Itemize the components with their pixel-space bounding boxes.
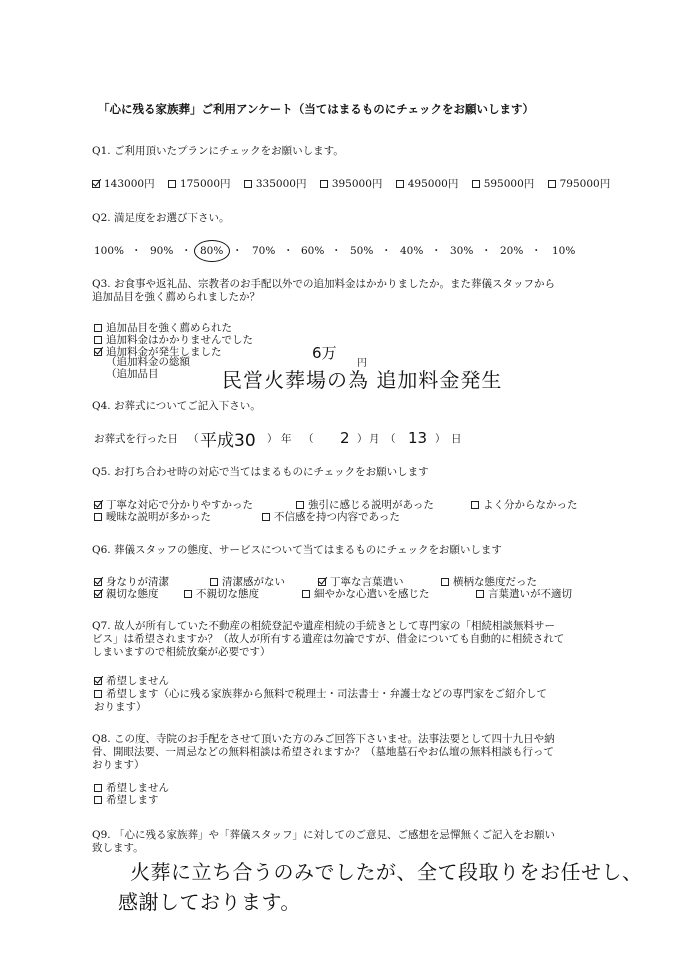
survey-title: 「心に残る家族葬」ご利用アンケート（当てはまるものにチェックをお願いします） [98, 102, 534, 116]
q6-option-6[interactable]: 不親切な態度 [184, 588, 259, 601]
q3-items-label: （追加品目 [106, 368, 159, 380]
q4-month-label: 月 [369, 433, 380, 445]
q2-option-100[interactable]: 100% [94, 245, 125, 257]
q5-option-3[interactable]: よく分からなかった [471, 499, 578, 512]
checkbox-icon[interactable] [184, 590, 192, 598]
q5-option-4[interactable]: 曖昧な説明が多かった [94, 511, 211, 524]
checkbox-checked-icon[interactable] [94, 590, 102, 598]
checkbox-checked-icon[interactable] [318, 578, 326, 586]
separator-dot: ・ [531, 245, 542, 257]
q4-date-label: お葬式を行った日 [94, 433, 178, 445]
q4-day-label: 日 [451, 433, 462, 445]
q3-question-line2: 追加品目を強く薦められましたか？ [92, 291, 260, 303]
checkbox-icon[interactable] [94, 513, 102, 521]
q7-question-line3: しまいますので相続放棄が必要です） [92, 646, 271, 658]
checkbox-checked-icon[interactable] [94, 501, 102, 509]
q1-option-5[interactable]: 495000円 [396, 178, 459, 191]
q8-option-1[interactable]: 希望しません [94, 782, 169, 795]
separator-dot: ・ [181, 245, 192, 257]
separator-dot: ・ [331, 245, 342, 257]
q7-option-2[interactable]: 希望します（心に残る家族葬から無料で税理士・司法書士・弁護士などの専門家をご紹介して [94, 688, 547, 701]
q2-option-20[interactable]: 20% [500, 245, 524, 257]
q6-option-8[interactable]: 言葉遣いが不適切 [476, 588, 572, 601]
q9-handwritten-line1[interactable]: 火葬に立ち合うのみでしたが、全て段取りをお任せし、 [130, 860, 643, 884]
checkbox-icon[interactable] [94, 784, 102, 792]
q3-handwritten-items: 民営火葬場の為 追加料金発生 [222, 368, 503, 392]
q6-option-7[interactable]: 細やかな心遣いを感じた [302, 588, 430, 601]
q5-question: Q5. お打ち合わせ時の対応で当てはまるものにチェックをお願いします [92, 466, 429, 478]
q5-option-1[interactable]: 丁寧な対応で分かりやすかった [94, 499, 253, 512]
q7-option-1[interactable]: 希望しません [94, 675, 169, 688]
q6-option-4[interactable]: 横柄な態度だった [441, 576, 537, 589]
q8-question-line1: Q8. この度、寺院のお手配をさせて頂いた方のみご回答下さいませ。法事法要として四十九日や納 [92, 733, 555, 745]
q2-option-40[interactable]: 40% [400, 245, 424, 257]
q1-option-7[interactable]: 795000円 [548, 178, 611, 191]
checkbox-checked-icon[interactable] [94, 677, 102, 685]
q7-question-line1: Q7. 故人が所有していた不動産の相続登記や遺産相続の手続きとして専門家の「相続相談無料サー [92, 620, 555, 632]
q1-option-6[interactable]: 595000円 [472, 178, 535, 191]
q1-option-1[interactable]: 143000円 [92, 178, 155, 191]
checkbox-icon[interactable] [262, 513, 270, 521]
paren-open: （ [385, 433, 396, 445]
q2-option-90[interactable]: 90% [150, 245, 174, 257]
q2-option-30[interactable]: 30% [450, 245, 474, 257]
checkbox-checked-icon[interactable] [94, 578, 102, 586]
q7-option-2-line2: おります） [94, 701, 147, 713]
checkbox-icon[interactable] [244, 180, 252, 188]
q9-handwritten-line2[interactable]: 感謝しております。 [118, 890, 301, 914]
q1-options [92, 178, 620, 191]
checkbox-icon[interactable] [94, 324, 102, 332]
q4-handwritten-day[interactable]: 13 [408, 429, 428, 447]
q3-option-2[interactable]: 追加料金はかかりませんでした [94, 334, 253, 347]
checkbox-icon[interactable] [94, 796, 102, 804]
q3-option-1[interactable]: 追加品目を強く薦められた [94, 322, 232, 335]
checkbox-icon[interactable] [548, 180, 556, 188]
q7-question-line2: ビス」は希望されますか？（故人が所有する遺産は勿論ですが、借金についても自動的に相続されて [92, 633, 565, 645]
q6-option-5[interactable]: 親切な態度 [94, 588, 159, 601]
q6-option-1[interactable]: 身なりが清潔 [94, 576, 169, 589]
checkbox-icon[interactable] [441, 578, 449, 586]
checkbox-icon[interactable] [94, 690, 102, 698]
q5-option-2[interactable]: 強引に感じる説明があった [296, 499, 434, 512]
checkbox-icon[interactable] [472, 180, 480, 188]
q4-year-label: 年 [281, 433, 292, 445]
q6-question: Q6. 葬儀スタッフの態度、サービスについて当てはまるものにチェックをお願いします [92, 544, 502, 556]
selection-circle-icon [194, 240, 230, 262]
separator-dot: ・ [131, 245, 142, 257]
q2-option-10[interactable]: 10% [552, 245, 576, 257]
q6-option-3[interactable]: 丁寧な言葉遣い [318, 576, 404, 589]
q9-question-line1: Q9. 「心に残る家族葬」や「葬儀スタッフ」に対してのご意見、ご感想を忌憚無くご記入をお願い [92, 829, 555, 841]
checkbox-checked-icon[interactable] [94, 348, 102, 356]
separator-dot: ・ [232, 245, 243, 257]
q1-option-4[interactable]: 395000円 [320, 178, 383, 191]
separator-dot: ・ [481, 245, 492, 257]
separator-dot: ・ [431, 245, 442, 257]
checkbox-icon[interactable] [168, 180, 176, 188]
checkbox-icon[interactable] [296, 501, 304, 509]
paren-close: ） [435, 433, 446, 445]
q1-question: Q1. ご利用頂いたプランにチェックをお願いします。 [92, 145, 344, 157]
q2-option-70[interactable]: 70% [252, 245, 276, 257]
paren-close: ） [267, 433, 278, 445]
q5-option-5[interactable]: 不信感を持つ内容であった [262, 511, 400, 524]
q4-handwritten-month[interactable]: 2 [340, 429, 350, 447]
q3-question-line1: Q3. お食事や返礼品、宗教者のお手配以外での追加料金はかかりましたか。また葬儀スタッフから [92, 278, 555, 290]
q8-question-line3: おります） [92, 759, 145, 771]
separator-dot: ・ [283, 245, 294, 257]
q2-option-50[interactable]: 50% [350, 245, 374, 257]
checkbox-icon[interactable] [210, 578, 218, 586]
q8-question-line2: 骨、開眼法要、一周忌などの無料相談は希望されますか？（墓地墓石やお仏壇の無料相談も行って [92, 746, 554, 758]
checkbox-icon[interactable] [94, 336, 102, 344]
q8-option-2[interactable]: 希望します [94, 794, 159, 807]
q6-option-2[interactable]: 清潔感がない [210, 576, 285, 589]
q1-option-3[interactable]: 335000円 [244, 178, 307, 191]
q1-option-2[interactable]: 175000円 [168, 178, 231, 191]
paren-open: （ [303, 433, 314, 445]
checkbox-checked-icon[interactable] [92, 180, 100, 188]
q9-question-line2: 致します。 [92, 842, 144, 854]
paren-open: （ [188, 433, 199, 445]
paren-close: ） [357, 433, 368, 445]
q2-option-80[interactable]: 80% [200, 245, 224, 257]
separator-dot: ・ [381, 245, 392, 257]
checkbox-icon[interactable] [471, 501, 479, 509]
checkbox-icon[interactable] [476, 590, 484, 598]
checkbox-icon[interactable] [302, 590, 310, 598]
q3-option-3[interactable]: 追加料金が発生しました [94, 346, 222, 359]
q2-option-60[interactable]: 60% [301, 245, 325, 257]
q3-handwritten-unit: 円 [357, 358, 367, 369]
q2-question: Q2. 満足度をお選び下さい。 [92, 212, 230, 224]
q4-question: Q4. お葬式についてご記入下さい。 [92, 400, 261, 412]
checkbox-icon[interactable] [320, 180, 328, 188]
q3-total-label: （追加料金の総額 [106, 356, 190, 368]
checkbox-icon[interactable] [396, 180, 404, 188]
q3-handwritten-amount: 6万 [312, 344, 337, 362]
q4-handwritten-era-year[interactable]: 平成30 [200, 431, 256, 451]
